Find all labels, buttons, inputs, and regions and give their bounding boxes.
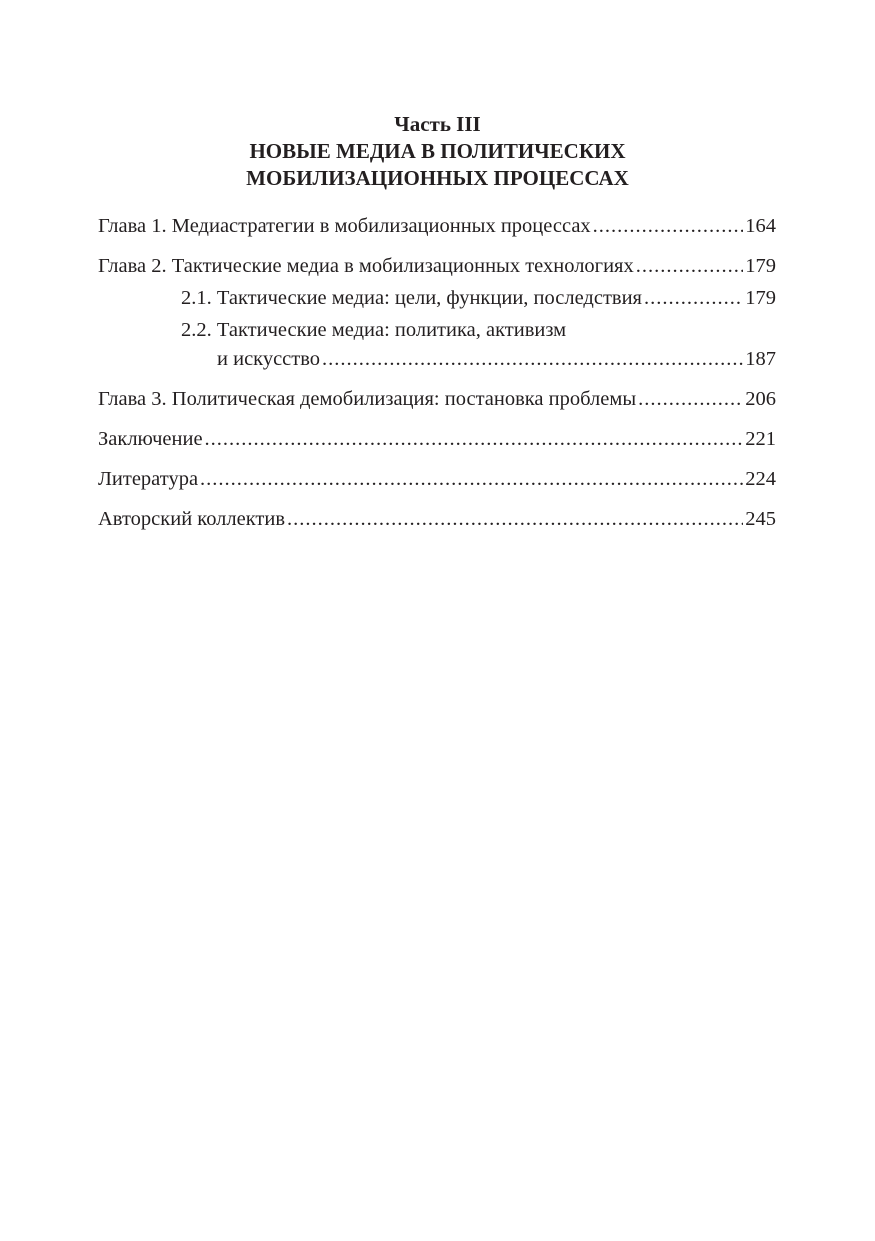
- part-header: [0, 111, 875, 192]
- dot-leader: [593, 212, 744, 241]
- toc-entry-chapter-2[interactable]: [98, 252, 776, 281]
- toc-entry-title-line-2-row: [98, 345, 776, 374]
- toc-entry-page: 179: [745, 287, 776, 309]
- toc-entry-title: Авторский коллектив: [98, 508, 286, 530]
- toc-entry-title: Глава 3. Политическая демобилизация: постановка проблемы: [98, 388, 637, 410]
- toc-entry-title-line-1: 2.2. Тактические медиа: политика, активизм: [181, 319, 567, 341]
- toc-entry-page: 245: [745, 508, 776, 530]
- part-title-line-2: МОБИЛИЗАЦИОННЫХ ПРОЦЕССАХ: [246, 166, 629, 190]
- dot-leader: [205, 425, 744, 454]
- dot-leader: [638, 385, 743, 414]
- toc-entry-chapter-3[interactable]: [98, 385, 776, 414]
- toc-entry-page: 164: [745, 215, 776, 237]
- toc-entry-page: 187: [745, 348, 776, 370]
- table-of-contents: [98, 212, 776, 534]
- toc-entry-section-2-1[interactable]: [98, 284, 776, 313]
- dot-leader: [636, 252, 744, 281]
- toc-entry-page: 221: [745, 428, 776, 450]
- part-label: Часть III: [394, 112, 481, 136]
- toc-entry-title: Глава 1. Медиастратегии в мобилизационных процессах: [98, 215, 591, 237]
- dot-leader: [322, 345, 743, 374]
- toc-entry-title: Глава 2. Тактические медиа в мобилизационных технологиях: [98, 255, 634, 277]
- toc-entry-page: 179: [745, 255, 776, 277]
- toc-entry-section-2-2[interactable]: [98, 316, 776, 374]
- toc-entry-page: 206: [745, 388, 776, 410]
- dot-leader: [287, 505, 743, 534]
- toc-entry-page: 224: [745, 468, 776, 490]
- toc-entry-title: и искусство: [217, 348, 321, 370]
- toc-entry-chapter-1[interactable]: [98, 212, 776, 241]
- toc-entry-title: 2.1. Тактические медиа: цели, функции, последствия: [181, 287, 642, 309]
- toc-entry-literature[interactable]: [98, 465, 776, 494]
- dot-leader: [644, 284, 743, 313]
- toc-entry-title: Заключение: [98, 428, 203, 450]
- toc-entry-conclusion[interactable]: [98, 425, 776, 454]
- toc-entry-title: Литература: [98, 468, 199, 490]
- part-title-line-1: НОВЫЕ МЕДИА В ПОЛИТИЧЕСКИХ: [249, 139, 626, 163]
- dot-leader: [200, 465, 743, 494]
- toc-entry-authors[interactable]: [98, 505, 776, 534]
